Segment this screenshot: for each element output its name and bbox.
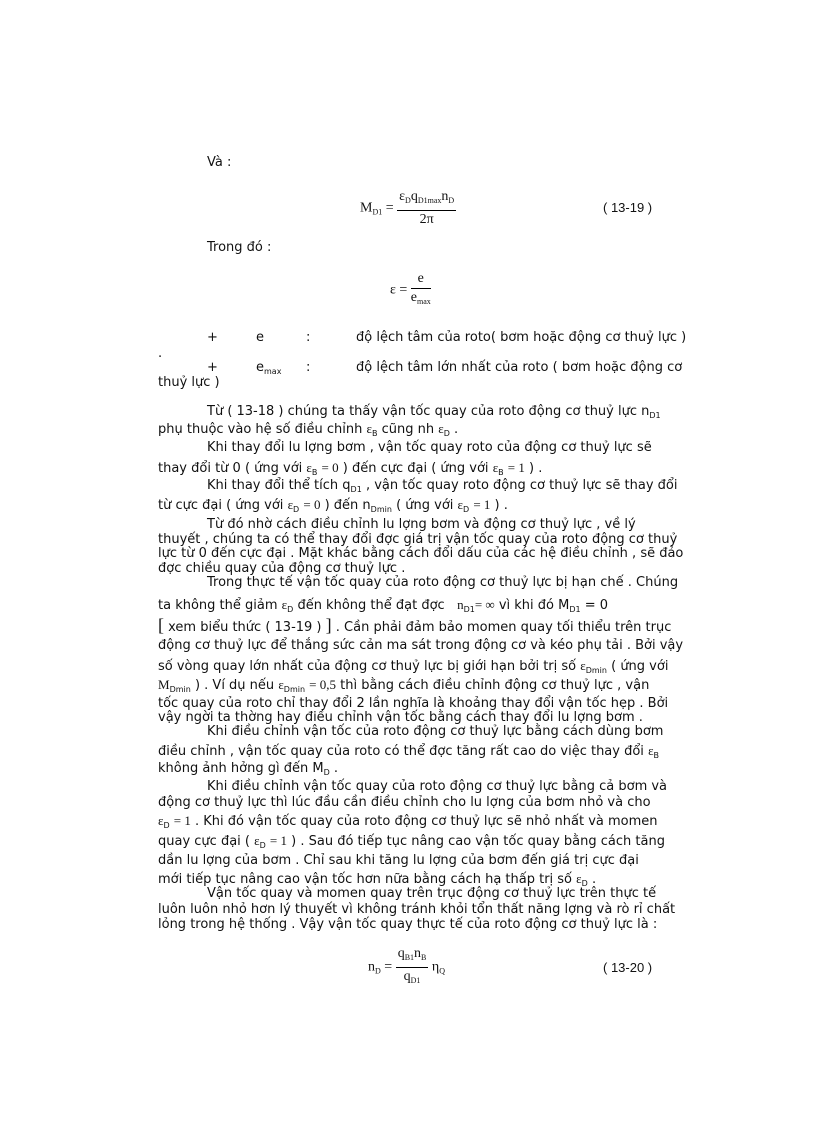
para-line: không ảnh hởng gì đến $M_D$ .: [158, 761, 339, 777]
para-line: Vận tốc quay và momen quay trên trục động cơ thuỷ lực trên thực tế: [207, 886, 657, 901]
equation-epsilon: ε = $\frac{e}{e_{max}}$: [390, 271, 431, 306]
equation-number-13-19: ( 13-19 ): [603, 200, 653, 215]
para-line: động cơ thuỷ lực thì lúc đầu cần điều chỉnh cho lu lợng của bơm nhỏ và cho: [158, 795, 651, 810]
para-line: từ cực đại ( ứng với $\varepsilon_D = 0$ ) đến $n_{Dmin}$ ( ứng với $\varepsilon_D = 1$ ) .: [158, 497, 508, 514]
para-line: tốc quay của roto chỉ thay đổi 2 lần nghĩa là khoảng thay đổi vận tốc hẹp . Bởi: [158, 696, 669, 711]
para-line: phụ thuộc vào hệ số điều chỉnh $\varepsilon_B$ cũng nh $\varepsilon_D$ .: [158, 421, 459, 438]
def1-symbol: e: [256, 330, 264, 345]
trong-do: Trong đó :: [207, 240, 272, 255]
para-line: Khi thay đổi thể tích $q_{D1}$ , vận tốc quay roto động cơ thuỷ lực sẽ thay đổi: [207, 478, 678, 494]
para-line: mới tiếp tục nâng cao vận tốc hơn nữa bằng cách hạ thấp trị số $\varepsilon_D$ .: [158, 871, 597, 888]
para-line: dần lu lợng của bơm . Chỉ sau khi tăng lu lợng của bơm đến giá trị cực đại: [158, 853, 639, 868]
def2-symbol: $e_{max}$: [256, 360, 282, 376]
para-line: thuyết , chúng ta có thể thay đổi đợc giá trị vận tốc quay của roto động cơ thuỷ: [158, 532, 678, 547]
para-line: Từ ( 13-18 ) chúng ta thấy vận tốc quay của roto động cơ thuỷ lực $n_{D1}$: [207, 404, 661, 420]
para-line: $M_{Dmin}$ ) . Ví dụ nếu $\varepsilon_{Dmin} = 0,5$ thì bằng cách điều chỉnh động cơ thuỷ lực , vận: [158, 677, 650, 694]
para-line: vậy ngời ta thờng hay điều chỉnh vận tốc bằng cách thay đổi lu lợng bơm .: [158, 710, 643, 725]
equation-number-13-20: ( 13-20 ): [603, 960, 653, 975]
def1-text: độ lệch tâm của roto( bơm hoặc động cơ thuỷ lực ): [356, 330, 687, 345]
para-line: Trong thực tế vận tốc quay của roto động cơ thuỷ lực bị hạn chế . Chúng: [207, 575, 679, 590]
para-line: [ xem biểu thức ( 13-19 ) ] . Cần phải đảm bảo momen quay tối thiểu trên trục: [158, 615, 672, 635]
para-line: thay đổi từ 0 ( ứng với $\varepsilon_B = 0$ ) đến cực đại ( ứng với $\varepsilon_B = 1$ ) .: [158, 460, 543, 477]
def2-text: độ lệch tâm lớn nhất của roto ( bơm hoặc động cơ: [356, 360, 683, 375]
para-line: luôn luôn nhỏ hơn lý thuyết vì không tránh khỏi tổn thất năng lợng và rò rỉ chất: [158, 902, 676, 917]
para-line: ta không thể giảm $\varepsilon_D$ đến không thể đạt đợc $n_{D1}=$ ∞ vì khi đó $M_{D1} = 0$: [158, 597, 609, 614]
para-line: Khi thay đổi lu lợng bơm , vận tốc quay roto của động cơ thuỷ lực sẽ: [207, 440, 652, 455]
para-line: Khi điều chỉnh vận tốc quay của roto động cơ thuỷ lực bằng cả bơm và: [207, 779, 668, 794]
para-line: lực từ 0 đến cực đại . Mặt khác bằng cách đổi dấu của các hệ điều chỉnh , sẽ đảo: [158, 546, 684, 561]
para-line: đợc chiều quay của động cơ thuỷ lực .: [158, 561, 406, 576]
para-line: Từ đó nhờ cách điều chỉnh lu lợng bơm và động cơ thuỷ lực , về lý: [207, 517, 636, 532]
def2-bullet: +: [207, 360, 218, 375]
def2-cont: thuỷ lực ): [158, 375, 220, 390]
def1-cont: .: [158, 346, 163, 361]
def1-colon: :: [306, 330, 311, 345]
intro-va: Và :: [207, 155, 232, 170]
equation-13-19: $M_{D1}$ = $\frac{\varepsilon_Dq_{D1max}n_D}{2\pi}$: [360, 189, 455, 227]
para-line: Khi điều chỉnh vận tốc của roto động cơ thuỷ lực bằng cách dùng bơm: [207, 724, 664, 739]
para-line: động cơ thuỷ lực để thắng sức cản ma sát trong động cơ và kéo phụ tải . Bởi vậy: [158, 638, 684, 653]
def1-bullet: +: [207, 330, 218, 345]
para-line: số vòng quay lớn nhất của động cơ thuỷ lực bị giới hạn bởi trị số $\varepsilon_{Dmin}$ ( ứng với: [158, 658, 669, 675]
def2-colon: :: [306, 360, 311, 375]
equation-13-20: $n_D$ = $\frac{q_{B1}n_B}{q_{D1}}$ $\eta_Q$: [368, 946, 445, 985]
para-line: lỏng trong hệ thống . Vậy vận tốc quay thực tế của roto động cơ thuỷ lực là :: [158, 917, 658, 932]
para-line: quay cực đại ( $\varepsilon_D = 1$ ) . Sau đó tiếp tục nâng cao vận tốc quay bằng cách tăng: [158, 833, 665, 850]
para-line: $\varepsilon_D = 1$ . Khi đó vận tốc quay của roto động cơ thuỷ lực sẽ nhỏ nhất và momen: [158, 813, 658, 830]
para-line: điều chỉnh , vận tốc quay của roto có thể đợc tăng rất cao do việc thay đổi $\varepsilon_B$: [158, 743, 660, 760]
